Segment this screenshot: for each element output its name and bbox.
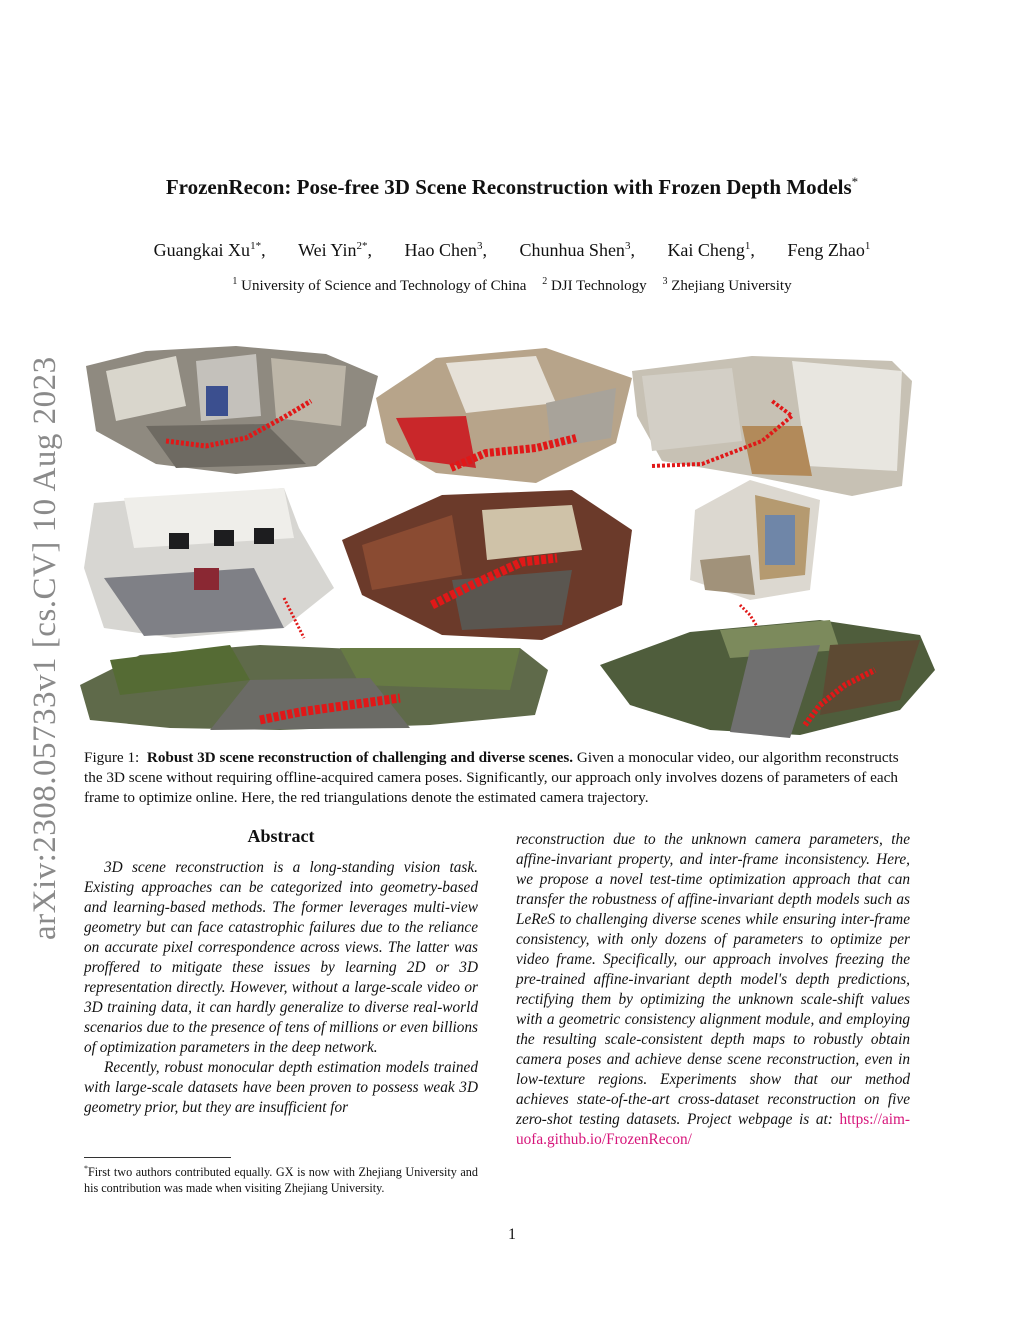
affiliation: [232, 278, 526, 294]
project-webpage-link[interactable]: https://aim-uofa.github.io/FrozenRecon/: [516, 1111, 910, 1148]
author-affil-mark: 2*: [356, 240, 368, 252]
author: Chunhua Shen$^3$,: [519, 240, 635, 260]
left-column: [84, 826, 478, 1118]
author: Guangkai $Xu^{1*}$,: [153, 240, 266, 260]
author: Kai Cheng$^1$,: [667, 240, 755, 260]
abstract-paragraph-2: Recently, robust monocular depth estimation models trained with large-scale datasets have been proven to possess weak 3D geometry prior, but they are insufficient for: [84, 1059, 478, 1116]
author: Hao Chen$^3$,: [404, 240, 487, 260]
author-name: Guangkai Xu: [153, 240, 251, 260]
author-affil-mark: 1: [864, 240, 871, 252]
scene-reconstruction-4: [84, 488, 334, 646]
right-column: [516, 830, 910, 1150]
author-affil-mark: 1: [744, 240, 751, 252]
affil-name: Zhejiang University: [671, 278, 792, 294]
affil-name: University of Science and Technology of China: [241, 278, 527, 294]
affil-number: 1: [232, 276, 238, 287]
author: [787, 240, 870, 260]
affiliation: [662, 278, 791, 294]
affil-number: 2: [542, 276, 548, 287]
author-name: Wei Yin: [298, 240, 357, 260]
author-list: [0, 240, 1024, 261]
scene-reconstruction-1: [86, 346, 378, 476]
abstract-paragraph-1: 3D scene reconstruction is a long-standing vision task. Existing approaches can be categorized into geometry-based and learning-based methods. The former leverages multi-view geometry but can face catastrophic failures due to the reliance on accurate pixel correspondence across views. The latter was proffered to mitigate these issues by learning 2D or 3D representation directly. However, without a large-scale video or 3D training data, it can hardly generalize to diverse real-world scenarios due to the presence of tens of millions or even billions of optimization parameters in the deep network.: [84, 859, 478, 1056]
author-affil-mark: 3: [624, 240, 631, 252]
arxiv-stamp: arXiv:2308.05733v1 [cs.CV] 10 Aug 2023: [27, 356, 63, 940]
scene-reconstruction-3: [632, 356, 912, 496]
scene-reconstruction-2: [376, 348, 632, 483]
scene-reconstruction-8: [600, 620, 935, 740]
affiliation-list: [0, 276, 1024, 295]
title-footnote-mark: *: [851, 174, 859, 189]
scene-reconstruction-7: [80, 640, 548, 732]
affiliation: [542, 278, 647, 294]
abstract-heading: Abstract: [247, 826, 315, 846]
page-number: 1: [508, 1226, 516, 1243]
footnote-mark: *: [84, 1164, 88, 1173]
author-affil-mark: 3: [476, 240, 483, 252]
footnote-text: First two authors contributed equally. GX is now with Zhejiang University and his contribution was made when visiting Zhejiang University.: [84, 1165, 478, 1196]
title-text: FrozenRecon: Pose-free 3D Scene Reconstruction with Frozen Depth Models: [165, 175, 852, 199]
scene-reconstruction-5: [342, 490, 632, 640]
author-affil-mark: 1*: [250, 240, 262, 252]
footnote: [84, 1161, 478, 1196]
author-name: Feng Zhao: [787, 240, 865, 260]
affil-name: DJI Technology: [550, 278, 647, 294]
figure-caption-bold: Robust 3D scene reconstruction of challenging and diverse scenes.: [146, 749, 574, 766]
author-name: Hao Chen: [404, 240, 477, 260]
footnote-rule: [84, 1157, 231, 1158]
abstract-paragraph-3: [516, 830, 910, 1150]
author-name: Kai Cheng: [667, 240, 745, 260]
figure-reconstructions: [80, 340, 944, 735]
scene-reconstruction-6: [680, 480, 820, 630]
figure-caption-text: Given a monocular video, our algorithm reconstructs the 3D scene without requiring offline-acquired camera poses. Significantly, our approach only involves dozens of parameters of each frame to optimize online. Here, the red triangulations denote the estimated camera trajectory.: [84, 749, 899, 806]
figure-label: Figure 1:: [84, 749, 140, 766]
affil-number: 3: [662, 276, 668, 287]
paper-title: [0, 174, 1024, 200]
abstract-paragraph-3-text: reconstruction due to the unknown camera parameters, the affine-invariant property, and inter-frame inconsistency. Here, we propose a novel test-time optimization approach that can transfer the robustness of affine-invariant depth models such as LeReS to challenging diverse scenes while ensuring inter-frame consistency, with only dozens of parameters to optimize per video frame. Specifically, our approach involves freezing the pre-trained affine-invariant depth model's depth predictions, rectifying them by optimizing the unknown scale-shift values with a geometric consistency alignment module, and employing the resulting scale-consistent depth maps to robustly obtain camera poses and achieve dense scene reconstruction, even in low-texture regions. Experiments show that our method achieves state-of-the-art cross-dataset reconstruction on five zero-shot testing datasets. Project webpage is at:: [516, 831, 910, 1128]
author-name: Chunhua Shen: [519, 240, 625, 260]
figure-caption: [84, 748, 920, 808]
author: Wei Yin$^{2*}$,: [298, 240, 372, 260]
